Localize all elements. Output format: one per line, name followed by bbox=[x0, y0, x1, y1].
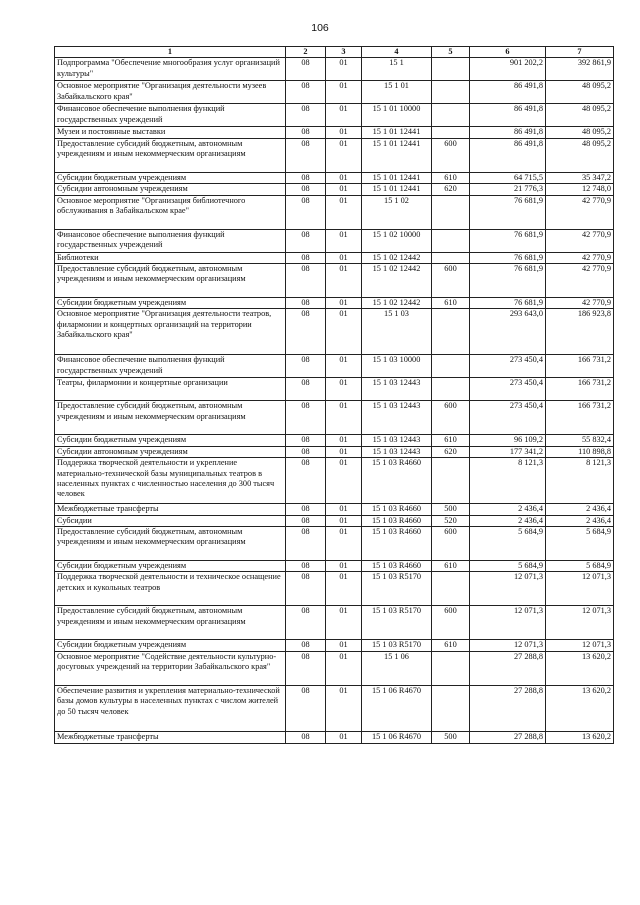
row-section: 08 bbox=[286, 561, 326, 572]
row-amount-2: 186 923,8 bbox=[546, 309, 614, 355]
row-amount-2: 48 095,2 bbox=[546, 138, 614, 172]
table-row bbox=[55, 435, 614, 446]
row-name: Субсидии автономным учреждениям bbox=[55, 184, 286, 195]
row-amount-2: 110 898,8 bbox=[546, 446, 614, 457]
table-row bbox=[55, 229, 614, 252]
row-amount-2: 48 095,2 bbox=[546, 81, 614, 104]
row-subsection: 01 bbox=[326, 138, 362, 172]
row-section: 08 bbox=[286, 685, 326, 731]
row-subsection: 01 bbox=[326, 184, 362, 195]
row-target-article: 15 1 03 R5170 bbox=[362, 572, 432, 606]
row-expense-type: 600 bbox=[432, 401, 470, 435]
row-subsection: 01 bbox=[326, 640, 362, 651]
row-amount-1: 5 684,9 bbox=[470, 527, 546, 561]
row-amount-1: 27 288,8 bbox=[470, 731, 546, 743]
column-header: 1 bbox=[55, 47, 286, 58]
row-section: 08 bbox=[286, 127, 326, 138]
budget-table bbox=[54, 46, 614, 744]
row-name: Субсидии бюджетным учреждениям bbox=[55, 298, 286, 309]
row-target-article: 15 1 03 12443 bbox=[362, 401, 432, 435]
row-amount-2: 8 121,3 bbox=[546, 458, 614, 504]
row-expense-type bbox=[432, 104, 470, 127]
row-section: 08 bbox=[286, 309, 326, 355]
row-amount-2: 48 095,2 bbox=[546, 104, 614, 127]
row-name: Финансовое обеспечение выполнения функций государственных учреждений bbox=[55, 229, 286, 252]
row-name: Поддержка творческой деятельности и техническое оснащение детских и кукольных театров bbox=[55, 572, 286, 606]
row-expense-type: 610 bbox=[432, 561, 470, 572]
row-target-article: 15 1 06 R4670 bbox=[362, 731, 432, 743]
row-amount-2: 13 620,2 bbox=[546, 685, 614, 731]
row-amount-1: 12 071,3 bbox=[470, 606, 546, 640]
row-subsection: 01 bbox=[326, 446, 362, 457]
row-subsection: 01 bbox=[326, 435, 362, 446]
row-target-article: 15 1 03 12443 bbox=[362, 446, 432, 457]
row-subsection: 01 bbox=[326, 309, 362, 355]
row-subsection: 01 bbox=[326, 264, 362, 298]
row-section: 08 bbox=[286, 640, 326, 651]
row-expense-type: 500 bbox=[432, 504, 470, 515]
row-amount-1: 76 681,9 bbox=[470, 298, 546, 309]
table-row bbox=[55, 127, 614, 138]
row-amount-1: 27 288,8 bbox=[470, 651, 546, 685]
row-expense-type bbox=[432, 58, 470, 81]
row-target-article: 15 1 02 12442 bbox=[362, 252, 432, 263]
row-name: Поддержка творческой деятельности и укрепление материально-технической базы муниципальных театров в населенных пунктах с численностью населения до 300 тысяч человек bbox=[55, 458, 286, 504]
row-expense-type: 610 bbox=[432, 298, 470, 309]
row-target-article: 15 1 bbox=[362, 58, 432, 81]
table-row bbox=[55, 515, 614, 526]
table-row bbox=[55, 572, 614, 606]
row-amount-1: 273 450,4 bbox=[470, 378, 546, 401]
row-subsection: 01 bbox=[326, 527, 362, 561]
column-header: 4 bbox=[362, 47, 432, 58]
row-section: 08 bbox=[286, 651, 326, 685]
row-expense-type bbox=[432, 458, 470, 504]
column-header: 5 bbox=[432, 47, 470, 58]
row-expense-type: 610 bbox=[432, 435, 470, 446]
row-expense-type: 620 bbox=[432, 184, 470, 195]
row-subsection: 01 bbox=[326, 378, 362, 401]
table-row bbox=[55, 81, 614, 104]
row-target-article: 15 1 03 R4660 bbox=[362, 504, 432, 515]
table-row bbox=[55, 252, 614, 263]
row-amount-1: 2 436,4 bbox=[470, 504, 546, 515]
row-target-article: 15 1 03 R4660 bbox=[362, 515, 432, 526]
row-expense-type: 610 bbox=[432, 172, 470, 183]
row-section: 08 bbox=[286, 184, 326, 195]
row-expense-type: 610 bbox=[432, 640, 470, 651]
row-amount-1: 64 715,5 bbox=[470, 172, 546, 183]
row-name: Подпрограмма "Обеспечение многообразия услуг организаций культуры" bbox=[55, 58, 286, 81]
row-section: 08 bbox=[286, 378, 326, 401]
row-name: Предоставление субсидий бюджетным, автономным учреждениям и иным некоммерческим организациям bbox=[55, 606, 286, 640]
row-name: Субсидии автономным учреждениям bbox=[55, 446, 286, 457]
row-amount-1: 293 643,0 bbox=[470, 309, 546, 355]
row-amount-1: 273 450,4 bbox=[470, 401, 546, 435]
row-amount-1: 76 681,9 bbox=[470, 252, 546, 263]
row-amount-1: 21 776,3 bbox=[470, 184, 546, 195]
row-section: 08 bbox=[286, 504, 326, 515]
row-section: 08 bbox=[286, 401, 326, 435]
row-target-article: 15 1 06 R4670 bbox=[362, 685, 432, 731]
row-subsection: 01 bbox=[326, 731, 362, 743]
page-number: 106 bbox=[311, 22, 329, 34]
table-row bbox=[55, 731, 614, 743]
table-row bbox=[55, 458, 614, 504]
row-name: Межбюджетные трансферты bbox=[55, 504, 286, 515]
row-target-article: 15 1 03 R4660 bbox=[362, 527, 432, 561]
row-subsection: 01 bbox=[326, 572, 362, 606]
row-section: 08 bbox=[286, 355, 326, 378]
table-row bbox=[55, 606, 614, 640]
column-header: 7 bbox=[546, 47, 614, 58]
row-subsection: 01 bbox=[326, 127, 362, 138]
row-section: 08 bbox=[286, 138, 326, 172]
row-amount-1: 901 202,2 bbox=[470, 58, 546, 81]
row-target-article: 15 1 01 12441 bbox=[362, 184, 432, 195]
row-amount-1: 86 491,8 bbox=[470, 127, 546, 138]
row-section: 08 bbox=[286, 515, 326, 526]
row-name: Предоставление субсидий бюджетным, автономным учреждениям и иным некоммерческим организациям bbox=[55, 401, 286, 435]
row-expense-type: 520 bbox=[432, 515, 470, 526]
row-name: Предоставление субсидий бюджетным, автономным учреждениям и иным некоммерческим организациям bbox=[55, 138, 286, 172]
row-section: 08 bbox=[286, 229, 326, 252]
row-amount-1: 86 491,8 bbox=[470, 81, 546, 104]
row-amount-2: 392 861,9 bbox=[546, 58, 614, 81]
row-amount-1: 86 491,8 bbox=[470, 104, 546, 127]
row-expense-type: 620 bbox=[432, 446, 470, 457]
row-name: Межбюджетные трансферты bbox=[55, 731, 286, 743]
row-section: 08 bbox=[286, 81, 326, 104]
row-expense-type: 600 bbox=[432, 264, 470, 298]
row-name: Библиотеки bbox=[55, 252, 286, 263]
row-target-article: 15 1 02 10000 bbox=[362, 229, 432, 252]
row-name: Обеспечение развития и укрепления материально-технической базы домов культуры в населенных пунктах с числом жителей до 50 тысяч человек bbox=[55, 685, 286, 731]
row-amount-2: 42 770,9 bbox=[546, 252, 614, 263]
table-row bbox=[55, 104, 614, 127]
row-amount-2: 12 071,3 bbox=[546, 572, 614, 606]
row-name: Субсидии бюджетным учреждениям bbox=[55, 640, 286, 651]
row-target-article: 15 1 01 12441 bbox=[362, 138, 432, 172]
row-expense-type bbox=[432, 81, 470, 104]
row-name: Предоставление субсидий бюджетным, автономным учреждениям и иным некоммерческим организациям bbox=[55, 527, 286, 561]
row-name: Основное мероприятие "Организация библиотечного обслуживания в Забайкальском крае" bbox=[55, 195, 286, 229]
row-section: 08 bbox=[286, 435, 326, 446]
row-amount-1: 177 341,2 bbox=[470, 446, 546, 457]
row-amount-2: 55 832,4 bbox=[546, 435, 614, 446]
row-name: Субсидии бюджетным учреждениям bbox=[55, 561, 286, 572]
row-expense-type bbox=[432, 355, 470, 378]
row-target-article: 15 1 01 12441 bbox=[362, 172, 432, 183]
row-section: 08 bbox=[286, 252, 326, 263]
row-section: 08 bbox=[286, 446, 326, 457]
row-amount-1: 76 681,9 bbox=[470, 264, 546, 298]
row-amount-2: 42 770,9 bbox=[546, 195, 614, 229]
row-expense-type bbox=[432, 229, 470, 252]
row-subsection: 01 bbox=[326, 515, 362, 526]
row-section: 08 bbox=[286, 606, 326, 640]
row-amount-2: 13 620,2 bbox=[546, 651, 614, 685]
row-expense-type: 600 bbox=[432, 138, 470, 172]
row-amount-2: 35 347,2 bbox=[546, 172, 614, 183]
row-section: 08 bbox=[286, 458, 326, 504]
row-amount-1: 27 288,8 bbox=[470, 685, 546, 731]
row-subsection: 01 bbox=[326, 355, 362, 378]
table-row bbox=[55, 264, 614, 298]
row-subsection: 01 bbox=[326, 651, 362, 685]
table-row bbox=[55, 640, 614, 651]
row-name: Финансовое обеспечение выполнения функций государственных учреждений bbox=[55, 104, 286, 127]
table-row bbox=[55, 504, 614, 515]
table-row bbox=[55, 446, 614, 457]
row-section: 08 bbox=[286, 104, 326, 127]
table-row bbox=[55, 651, 614, 685]
row-expense-type bbox=[432, 651, 470, 685]
row-amount-1: 76 681,9 bbox=[470, 229, 546, 252]
table-row bbox=[55, 184, 614, 195]
row-subsection: 01 bbox=[326, 104, 362, 127]
row-expense-type bbox=[432, 378, 470, 401]
row-target-article: 15 1 02 12442 bbox=[362, 264, 432, 298]
row-subsection: 01 bbox=[326, 58, 362, 81]
row-name: Субсидии бюджетным учреждениям bbox=[55, 435, 286, 446]
row-name: Музеи и постоянные выставки bbox=[55, 127, 286, 138]
row-amount-2: 12 071,3 bbox=[546, 640, 614, 651]
row-target-article: 15 1 03 R5170 bbox=[362, 640, 432, 651]
row-target-article: 15 1 03 10000 bbox=[362, 355, 432, 378]
row-section: 08 bbox=[286, 731, 326, 743]
table-row bbox=[55, 172, 614, 183]
row-target-article: 15 1 03 bbox=[362, 309, 432, 355]
row-name: Предоставление субсидий бюджетным, автономным учреждениям и иным некоммерческим организациям bbox=[55, 264, 286, 298]
table-row bbox=[55, 195, 614, 229]
row-amount-2: 2 436,4 bbox=[546, 504, 614, 515]
table-row bbox=[55, 58, 614, 81]
row-target-article: 15 1 03 12443 bbox=[362, 378, 432, 401]
row-amount-2: 42 770,9 bbox=[546, 229, 614, 252]
row-amount-1: 2 436,4 bbox=[470, 515, 546, 526]
row-name: Основное мероприятие "Содействие деятельности культурно-досуговых учреждений на территории Забайкальского края" bbox=[55, 651, 286, 685]
row-amount-2: 13 620,2 bbox=[546, 731, 614, 743]
row-target-article: 15 1 03 12443 bbox=[362, 435, 432, 446]
row-amount-1: 12 071,3 bbox=[470, 572, 546, 606]
row-amount-2: 2 436,4 bbox=[546, 515, 614, 526]
row-subsection: 01 bbox=[326, 172, 362, 183]
column-header: 6 bbox=[470, 47, 546, 58]
table-row bbox=[55, 561, 614, 572]
row-expense-type bbox=[432, 685, 470, 731]
row-name: Основное мероприятие "Организация деятельности театров, филармонии и концертных организаций на территории Забайкальского края" bbox=[55, 309, 286, 355]
table-row bbox=[55, 378, 614, 401]
row-expense-type: 600 bbox=[432, 527, 470, 561]
row-section: 08 bbox=[286, 572, 326, 606]
row-name: Театры, филармонии и концертные организации bbox=[55, 378, 286, 401]
row-expense-type bbox=[432, 252, 470, 263]
row-subsection: 01 bbox=[326, 458, 362, 504]
row-name: Основное мероприятие "Организация деятельности музеев Забайкальского края" bbox=[55, 81, 286, 104]
row-subsection: 01 bbox=[326, 561, 362, 572]
row-subsection: 01 bbox=[326, 252, 362, 263]
row-expense-type: 500 bbox=[432, 731, 470, 743]
row-amount-2: 48 095,2 bbox=[546, 127, 614, 138]
row-section: 08 bbox=[286, 195, 326, 229]
row-expense-type bbox=[432, 127, 470, 138]
header-row bbox=[55, 47, 614, 58]
row-section: 08 bbox=[286, 527, 326, 561]
row-amount-1: 8 121,3 bbox=[470, 458, 546, 504]
row-target-article: 15 1 02 bbox=[362, 195, 432, 229]
row-amount-1: 273 450,4 bbox=[470, 355, 546, 378]
row-amount-2: 166 731,2 bbox=[546, 401, 614, 435]
row-name: Субсидии бюджетным учреждениям bbox=[55, 172, 286, 183]
row-target-article: 15 1 03 R4660 bbox=[362, 561, 432, 572]
row-amount-2: 166 731,2 bbox=[546, 378, 614, 401]
table-row bbox=[55, 309, 614, 355]
row-subsection: 01 bbox=[326, 685, 362, 731]
row-subsection: 01 bbox=[326, 195, 362, 229]
column-header: 3 bbox=[326, 47, 362, 58]
row-section: 08 bbox=[286, 298, 326, 309]
row-section: 08 bbox=[286, 58, 326, 81]
row-name: Финансовое обеспечение выполнения функций государственных учреждений bbox=[55, 355, 286, 378]
row-expense-type bbox=[432, 572, 470, 606]
row-amount-2: 12 748,0 bbox=[546, 184, 614, 195]
row-amount-1: 86 491,8 bbox=[470, 138, 546, 172]
row-subsection: 01 bbox=[326, 401, 362, 435]
row-target-article: 15 1 06 bbox=[362, 651, 432, 685]
row-target-article: 15 1 02 12442 bbox=[362, 298, 432, 309]
row-amount-1: 76 681,9 bbox=[470, 195, 546, 229]
row-amount-2: 166 731,2 bbox=[546, 355, 614, 378]
table-row bbox=[55, 355, 614, 378]
row-subsection: 01 bbox=[326, 298, 362, 309]
row-subsection: 01 bbox=[326, 81, 362, 104]
row-section: 08 bbox=[286, 172, 326, 183]
row-amount-1: 96 109,2 bbox=[470, 435, 546, 446]
row-amount-2: 42 770,9 bbox=[546, 298, 614, 309]
row-amount-2: 12 071,3 bbox=[546, 606, 614, 640]
column-header: 2 bbox=[286, 47, 326, 58]
table-row bbox=[55, 298, 614, 309]
row-target-article: 15 1 03 R4660 bbox=[362, 458, 432, 504]
row-name: Субсидии bbox=[55, 515, 286, 526]
row-amount-1: 12 071,3 bbox=[470, 640, 546, 651]
row-amount-2: 5 684,9 bbox=[546, 561, 614, 572]
table-row bbox=[55, 401, 614, 435]
row-target-article: 15 1 03 R5170 bbox=[362, 606, 432, 640]
row-subsection: 01 bbox=[326, 606, 362, 640]
row-amount-1: 5 684,9 bbox=[470, 561, 546, 572]
row-amount-2: 42 770,9 bbox=[546, 264, 614, 298]
row-subsection: 01 bbox=[326, 504, 362, 515]
table-row bbox=[55, 138, 614, 172]
row-expense-type bbox=[432, 195, 470, 229]
table-row bbox=[55, 685, 614, 731]
row-target-article: 15 1 01 10000 bbox=[362, 104, 432, 127]
table-body bbox=[55, 58, 614, 743]
row-section: 08 bbox=[286, 264, 326, 298]
row-subsection: 01 bbox=[326, 229, 362, 252]
row-expense-type bbox=[432, 309, 470, 355]
row-target-article: 15 1 01 bbox=[362, 81, 432, 104]
row-expense-type: 600 bbox=[432, 606, 470, 640]
row-target-article: 15 1 01 12441 bbox=[362, 127, 432, 138]
table-row bbox=[55, 527, 614, 561]
row-amount-2: 5 684,9 bbox=[546, 527, 614, 561]
